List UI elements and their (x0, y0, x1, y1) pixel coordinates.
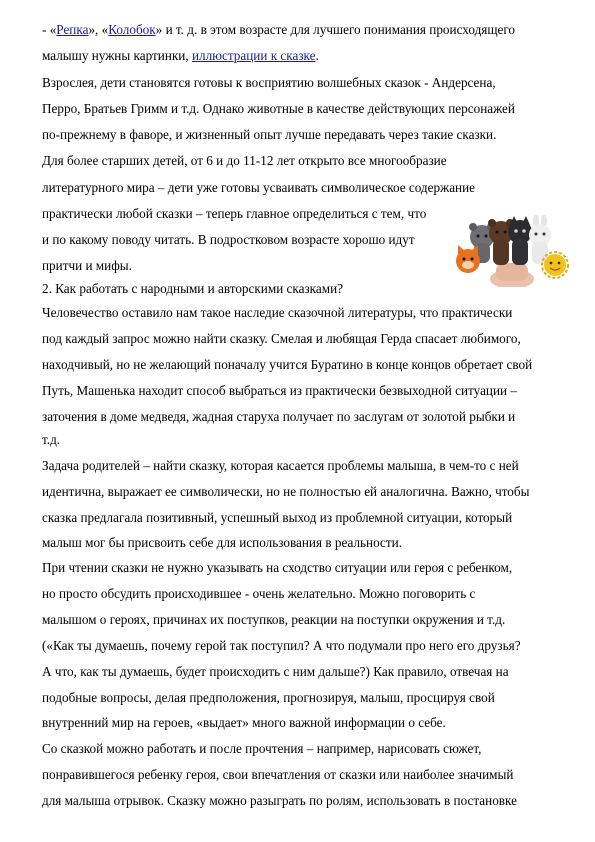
text-line: Взрослея, дети становятся готовы к восприятию волшебных сказок - Андерсена, (42, 75, 496, 90)
text-line: А что, как ты думаешь, будет происходить с ним дальше?) Как правило, отвечая на (42, 664, 509, 679)
text-line: Перро, Братьев Гримм и т.д. Однако животные в качестве действующих персонажей (42, 101, 515, 116)
text-line: сказка предлагала позитивный, успешный выход из проблемной ситуации, который (42, 510, 513, 525)
text-line: по-прежнему в фаворе, и жизненный опыт лучше передавать через такие сказки. (42, 127, 497, 142)
text-line: и по какому поводу читать. В подростковом возрасте хорошо идут (42, 232, 415, 247)
text-fragment: » и т. д. в этом возрасте для лучшего понимания происходящего (155, 22, 516, 37)
text-line: Человечество оставило нам такое наследие сказочной литературы, что практически (42, 305, 513, 320)
text-line: («Как ты думаешь, почему герой так поступил? А что подумали про него его друзья? (42, 638, 521, 653)
text-fragment: - « (42, 22, 57, 37)
text-fragment: . (315, 48, 319, 63)
text-line: внутренний мир на героев, «выдает» много важной информации о себе. (42, 715, 446, 730)
link-kolobok[interactable]: Колобок (108, 22, 156, 37)
text-line: для малыша отрывок. Сказку можно разыграть по ролям, использовать в постановке (42, 793, 517, 808)
text-line: Задача родителей – найти сказку, которая касается проблемы малыша, в чем-то с ней (42, 458, 519, 473)
text-line: литературного мира – дети уже готовы усваивать символическое содержание (42, 180, 476, 195)
text-line: При чтении сказки не нужно указывать на сходство ситуации или героя с ребенком, (42, 560, 513, 575)
text-line: практически любой сказки – теперь главное определиться с тем, что (42, 206, 427, 221)
orange-fox-puppet (456, 245, 480, 273)
text-line: заточения в доме медведя, жадная старуха получает по заслугам от золотой рыбки и (42, 409, 516, 424)
text-line: Путь, Машенька находит способ выбраться из практически безвыходной ситуации – (42, 383, 517, 398)
text-line: т.д. (42, 432, 61, 447)
kolobok-puppet (542, 252, 568, 278)
text-fragment: малышу нужны картинки, (42, 48, 192, 63)
text-line: притчи и мифы. (42, 258, 132, 273)
text-line: Со сказкой можно работать и после прочтения – например, нарисовать сюжет, (42, 741, 482, 756)
text-line: малышом о героях, причинах их поступков, реакции на поступки окружения и т.д. (42, 612, 506, 627)
link-illustrations[interactable]: иллюстрации к сказке (191, 48, 316, 63)
text-line: идентична, выражает ее символически, но не полностью ей аналогична. Важно, чтобы (42, 484, 530, 499)
text-fragment: », « (88, 22, 109, 37)
section-heading: 2. Как работать с народными и авторскими сказками? (42, 281, 343, 296)
finger-puppets-image (452, 215, 569, 287)
text-line: понравившегося ребенку героя, свои впечатления от сказки или наиболее значимый (42, 767, 514, 782)
text-line: Для более старших детей, от 6 и до 11-12 лет открыто все многообразие (42, 153, 447, 168)
text-line-2 (42, 48, 319, 64)
text-line: под каждый запрос можно найти сказку. Смелая и любящая Герда спасает любимого, (42, 331, 521, 346)
text-line: подобные вопросы, делая предположения, прогнозируя, малыш, просцируя свой (42, 690, 495, 705)
text-line: малыш мог бы присвоить себе для использования в реальности. (42, 535, 402, 550)
text-line: находчивый, но не желающий поначалу учится Буратино в конце концов обретает свой (42, 357, 533, 372)
text-line-1 (42, 22, 515, 38)
link-repka[interactable]: Репка (56, 22, 89, 37)
text-line: но просто обсудить происходившее - очень желательно. Можно поговорить с (42, 586, 476, 601)
